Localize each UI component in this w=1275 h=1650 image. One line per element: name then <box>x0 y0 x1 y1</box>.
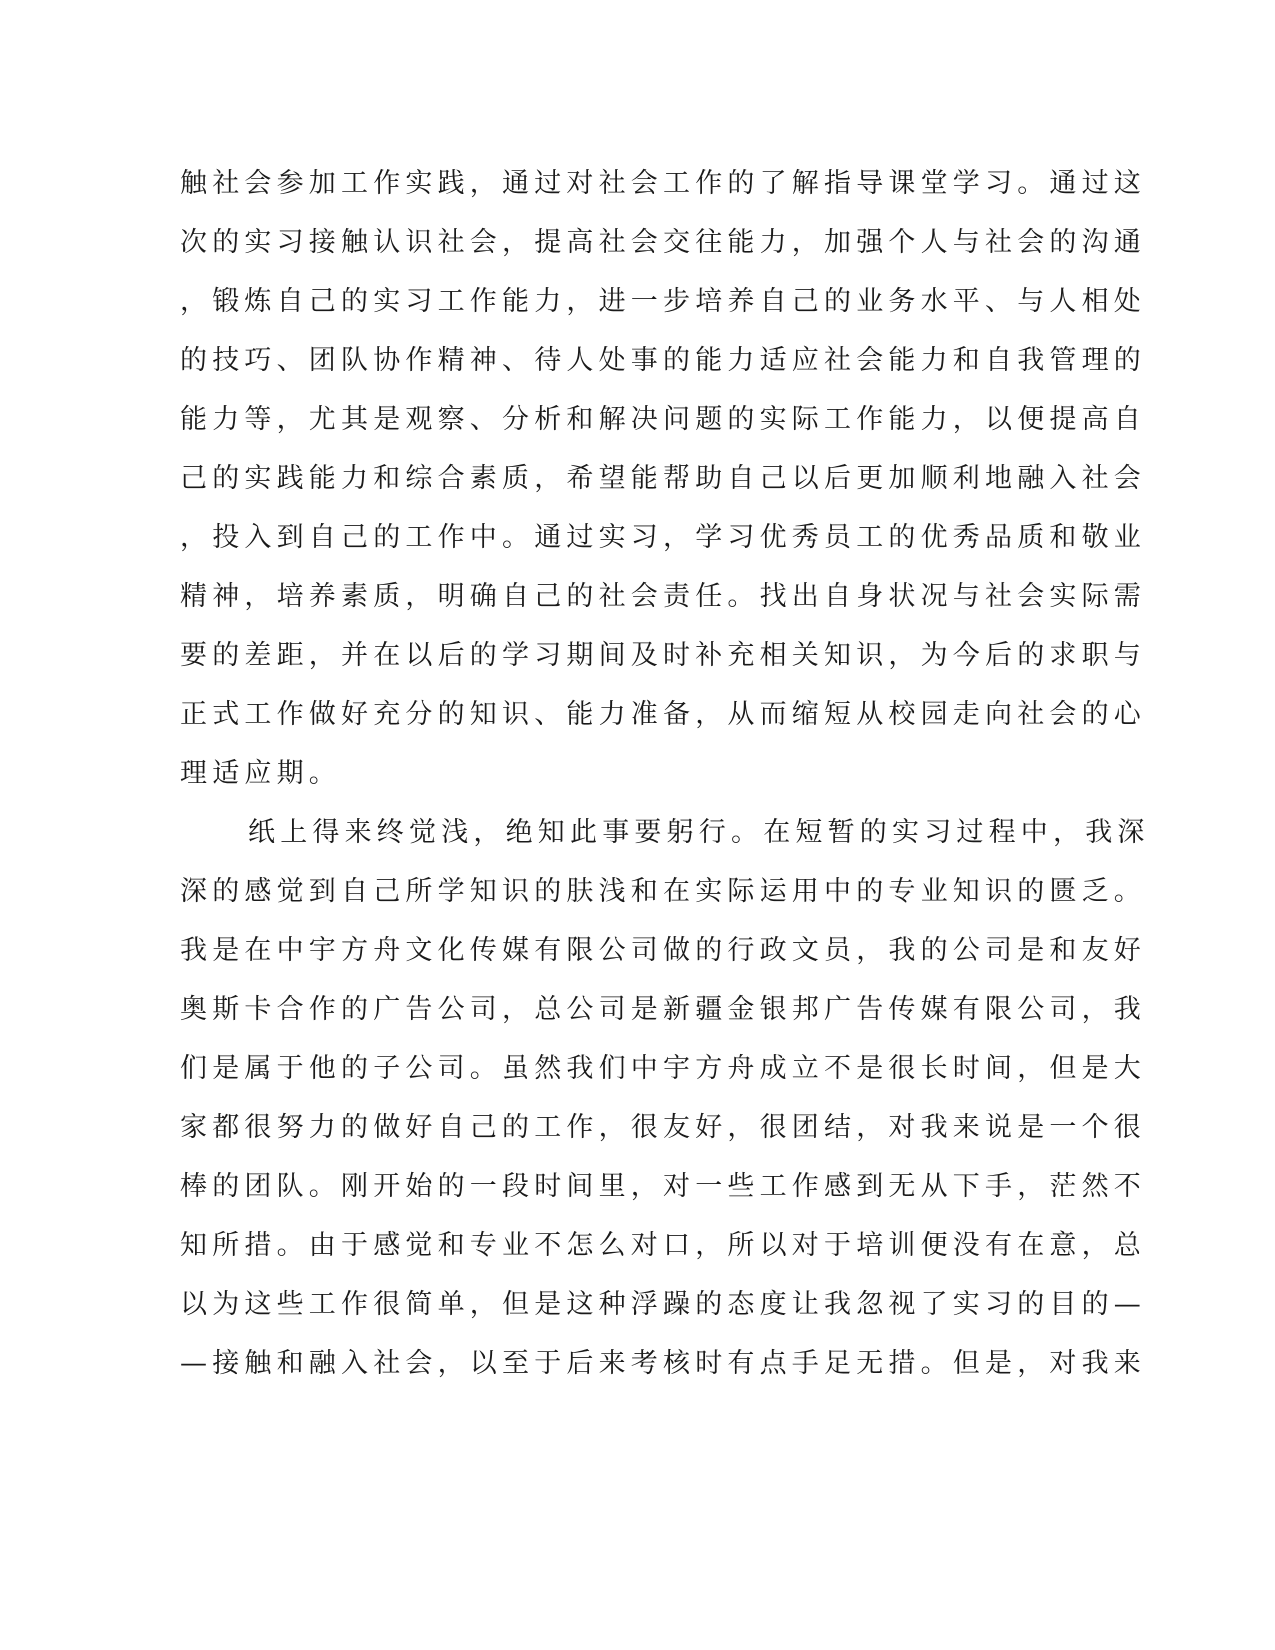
text-line: —接触和融入社会，以至于后来考核时有点手足无措。但是，对我来 <box>180 1348 1146 1379</box>
text-line: 能力等，尤其是观察、分析和解决问题的实际工作能力，以便提高自 <box>180 404 1146 435</box>
text-line: 次的实习接触认识社会，提高社会交往能力，加强个人与社会的沟通 <box>180 227 1146 258</box>
text-line: 深的感觉到自己所学知识的肤浅和在实际运用中的专业知识的匮乏。 <box>180 876 1146 907</box>
text-line: 们是属于他的子公司。虽然我们中宇方舟成立不是很长时间，但是大 <box>180 1053 1146 1084</box>
text-line: 以为这些工作很简单，但是这种浮躁的态度让我忽视了实习的目的— <box>180 1289 1146 1320</box>
text-line: 要的差距，并在以后的学习期间及时补充相关知识，为今后的求职与 <box>180 640 1146 671</box>
text-line: ，锻炼自己的实习工作能力，进一步培养自己的业务水平、与人相处 <box>180 286 1146 317</box>
text-line: 正式工作做好充分的知识、能力准备，从而缩短从校园走向社会的心 <box>180 699 1146 730</box>
text-line: 我是在中宇方舟文化传媒有限公司做的行政文员，我的公司是和友好 <box>180 935 1146 966</box>
text-line: ，投入到自己的工作中。通过实习，学习优秀员工的优秀品质和敬业 <box>180 522 1146 553</box>
text-line: 理适应期。 <box>180 758 341 789</box>
paragraph-first-line: 纸上得来终觉浅，绝知此事要躬行。在短暂的实习过程中，我深 <box>248 817 1150 848</box>
document-body <box>180 154 1150 1393</box>
text-line: 奥斯卡合作的广告公司，总公司是新疆金银邦广告传媒有限公司，我 <box>180 994 1146 1025</box>
text-line: 棒的团队。刚开始的一段时间里，对一些工作感到无从下手，茫然不 <box>180 1171 1146 1202</box>
text-line: 己的实践能力和综合素质，希望能帮助自己以后更加顺利地融入社会 <box>180 463 1146 494</box>
text-line: 触社会参加工作实践，通过对社会工作的了解指导课堂学习。通过这 <box>180 168 1146 199</box>
text-line: 精神，培养素质，明确自己的社会责任。找出自身状况与社会实际需 <box>180 581 1146 612</box>
text-line: 家都很努力的做好自己的工作，很友好，很团结，对我来说是一个很 <box>180 1112 1146 1143</box>
text-line: 知所措。由于感觉和专业不怎么对口，所以对于培训便没有在意，总 <box>180 1230 1146 1261</box>
text-line: 的技巧、团队协作精神、待人处事的能力适应社会能力和自我管理的 <box>180 345 1146 376</box>
